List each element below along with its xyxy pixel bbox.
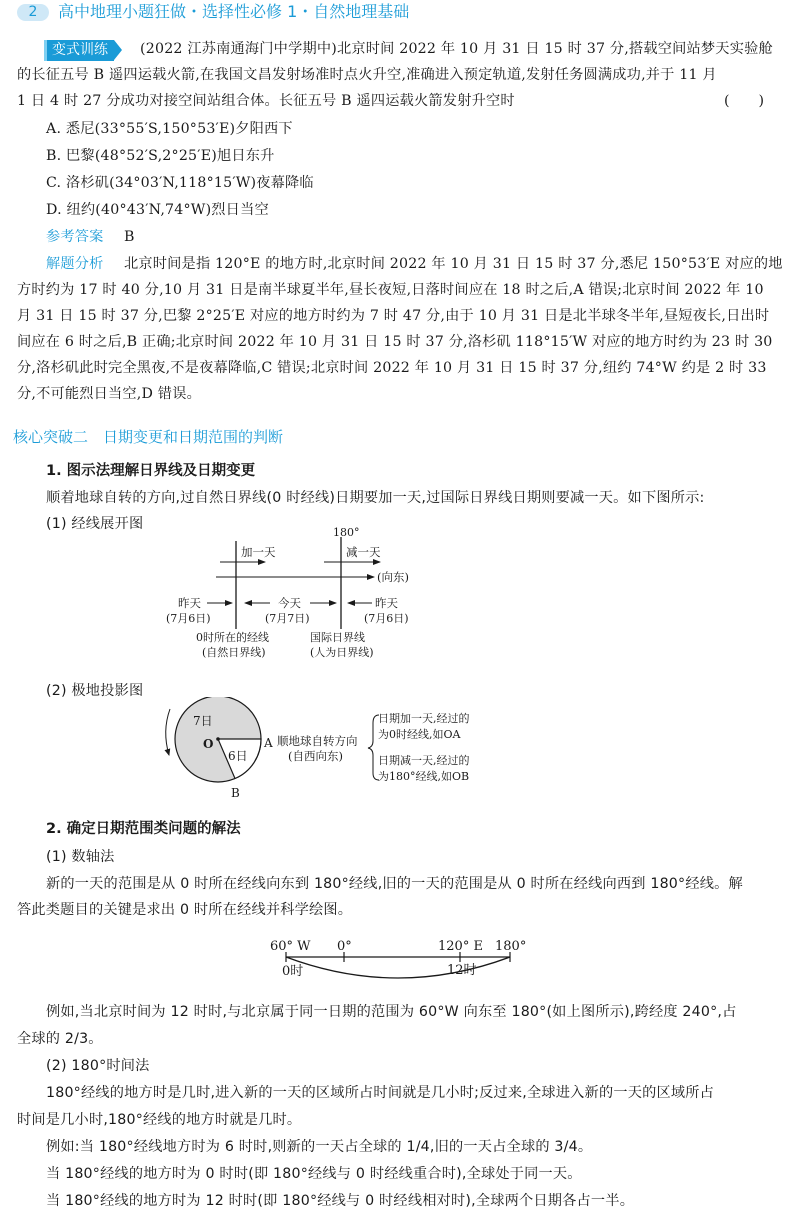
label-zero-meridian: 0时所在的经线 — [196, 631, 269, 644]
method2-line: 180°经线的地方时是几时,进入新的一天的区域所占时间就是几小时;反过来,全球进入新的一天的区域所占 — [46, 1085, 715, 1101]
brace-line: 为180°经线,如OB — [378, 770, 470, 783]
analysis-line: 间应在 6 时之后,B 正确;北京时间 2022 年 10 月 31 日 15 时 37 分,洛杉矶 118°15′W 对应的地方时约为 23 时 30 — [17, 334, 773, 350]
exercise-stem-line: 1 日 4 时 27 分成功对接空间站组合体。长征五号 B 遥四运载火箭发射升空时 — [17, 93, 515, 109]
method2-line: 例如:当 180°经线地方时为 6 时时,则新的一天占全球的 1/4,旧的一天占全球的 3/4。 — [46, 1139, 593, 1155]
method1-line: 答此类题目的关键是求出 0 时所在经线并科学绘图。 — [17, 902, 353, 918]
fig1-caption: (1) 经线展开图 — [46, 516, 144, 532]
exercise-stem-line: 的长征五号 B 遥四运载火箭,在我国文昌发射场准时点火升空,准确进入预定轨道,发射任务圆满成功,并于 11 月 — [17, 67, 717, 83]
analysis-line: 分,不可能烈日当空,D 错误。 — [17, 386, 201, 402]
part2-heading: 2. 确定日期范围类问题的解法 — [46, 821, 241, 837]
example-line: 全球的 2/3。 — [17, 1031, 103, 1047]
label-0h: 0时 — [282, 964, 304, 979]
method1-title: (1) 数轴法 — [46, 849, 115, 865]
tick-label: 120° E — [438, 939, 483, 954]
example-line: 例如,当北京时间为 12 时时,与北京属于同一日期的范围为 60°W 向东至 180°(如上图所示),跨经度 240°,占 — [46, 1004, 737, 1020]
part1-heading: 1. 图示法理解日界线及日期变更 — [46, 463, 256, 479]
method1-line: 新的一天的范围是从 0 时所在经线向东到 180°经线,旧的一天的范围是从 0 时所在经线向西到 180°经线。解 — [46, 876, 743, 892]
method2-line: 当 180°经线的地方时为 0 时时(即 180°经线与 0 时经线重合时),全球处于同一天。 — [46, 1166, 582, 1182]
analysis-line: 北京时间是指 120°E 的地方时,北京时间 2022 年 10 月 31 日 15 时 37 分,悉尼 150°53′E 对应的地 — [124, 256, 783, 272]
label-180: 180° — [333, 526, 360, 539]
answer-value: B — [124, 229, 135, 245]
page-number-badge: 2 — [17, 4, 49, 21]
variant-exercise-tag: 变式训练 — [44, 40, 114, 61]
answer-label: 参考答案 — [46, 229, 104, 245]
label-day6: 6日 — [228, 749, 248, 763]
option-b: B. 巴黎(48°52′S,2°25′E)旭日东升 — [46, 148, 275, 164]
label-b: B — [231, 786, 240, 800]
analysis-line: 方时约为 17 时 40 分,10 月 31 日是南半球夏半年,昼长夜短,日落时间应在 18 时之后,A 错误;北京时间 2022 年 10 — [17, 282, 764, 298]
option-a: A. 悉尼(33°55′S,150°53′E)夕阳西下 — [46, 121, 293, 137]
option-c: C. 洛杉矶(34°03′N,118°15′W)夜幕降临 — [46, 175, 314, 191]
label-yesterday-left: 昨天 — [178, 596, 201, 610]
polar-projection-diagram — [160, 697, 490, 802]
label-today: 今天 — [278, 596, 301, 610]
brace-line: 为0时经线,如OA — [378, 728, 461, 741]
label-add-day: 加一天 — [241, 545, 276, 559]
analysis-label: 解题分析 — [46, 256, 104, 272]
method2-line: 当 180°经线的地方时为 12 时时(即 180°经线与 0 时经线相对时),全球两个日期各占一半。 — [46, 1193, 635, 1209]
header-title: 高中地理小题狂做・选择性必修 1・自然地理基础 — [58, 2, 410, 21]
label-a: A — [264, 736, 273, 750]
option-d: D. 纽约(40°43′N,74°W)烈日当空 — [46, 202, 269, 218]
part1-text: 顺着地球自转的方向,过自然日界线(0 时经线)日期要加一天,过国际日界线日期则要减一天。如下图所示: — [46, 490, 705, 506]
center-point — [216, 737, 220, 741]
label-rotation-direction: 顺地球自转方向 — [277, 734, 358, 748]
tick-label: 0° — [337, 939, 352, 954]
label-east: (向东) — [377, 570, 409, 584]
method2-line: 时间是几小时,180°经线的地方时就是几时。 — [17, 1112, 302, 1128]
meridian-unfold-diagram — [150, 525, 430, 665]
label-artificial-date-line: (人为日界线) — [310, 646, 374, 659]
label-day7: 7日 — [193, 714, 213, 728]
label-12h: 12时 — [447, 963, 477, 978]
fig2-caption: (2) 极地投影图 — [46, 683, 144, 699]
label-sub-day: 减一天 — [346, 545, 381, 559]
method2-title: (2) 180°时间法 — [46, 1058, 150, 1074]
analysis-line: 分,洛杉矶此时完全黑夜,不是夜幕降临,C 错误;北京时间 2022 年 10 月 31 日 15 时 37 分,纽约 74°W 约是 2 时 33 — [17, 360, 767, 376]
answer-bracket: ( ) — [724, 93, 765, 109]
brace-line: 日期加一天,经过的 — [378, 712, 470, 725]
label-idl: 国际日界线 — [310, 631, 365, 644]
label-yesterday-left-date: (7月6日) — [166, 612, 211, 625]
rotation-arrow-icon — [166, 709, 170, 755]
exercise-stem-line: (2022 江苏南通海门中学期中)北京时间 2022 年 10 月 31 日 15 时 37 分,搭载空间站梦天实验舱 — [140, 41, 773, 57]
label-today-date: (7月7日) — [265, 612, 310, 625]
label-west-to-east: (自西向东) — [288, 749, 343, 763]
brace-line: 日期减一天,经过的 — [378, 754, 470, 767]
label-o: O — [203, 737, 214, 751]
tick-label: 180° — [495, 939, 527, 954]
label-natural-date-line: (自然日界线) — [202, 646, 266, 659]
label-yesterday-right-date: (7月6日) — [364, 612, 409, 625]
number-axis-diagram — [270, 935, 540, 990]
section-title: 核心突破二 日期变更和日期范围的判断 — [13, 428, 284, 446]
tick-label: 60° W — [270, 939, 311, 954]
label-yesterday-right: 昨天 — [375, 596, 398, 610]
analysis-line: 月 31 日 15 时 37 分,巴黎 2°25′E 对应的地方时约为 7 时 47 分,由于 10 月 31 日是北半球冬半年,昼短夜长,日出时 — [17, 308, 770, 324]
